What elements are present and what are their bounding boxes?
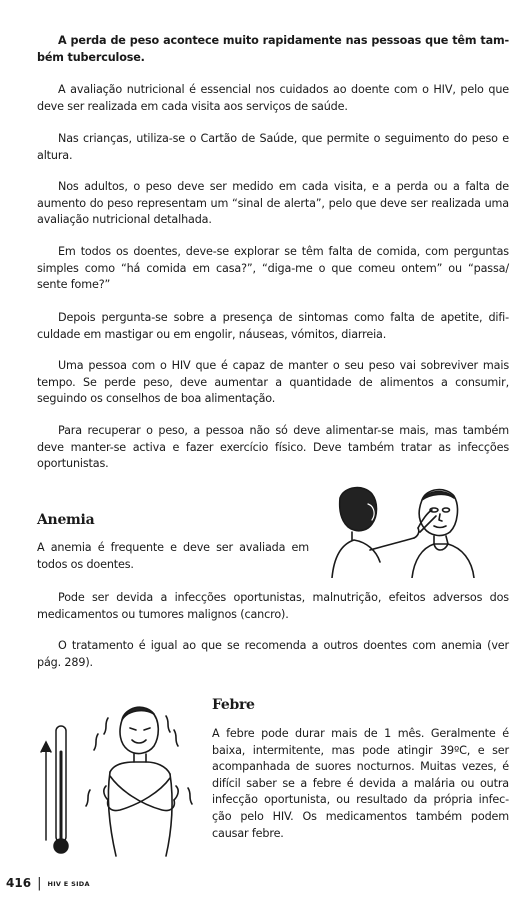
paragraph-food-questions: Em todos os doentes, deve-se explorar se têm falta de comida, com perguntas simples como “há comida em casa?”, “diga-me o que comeu ontem” ou “passa/ sente fome?” [37, 245, 509, 292]
paragraph-symptoms: Depois pergunta-se sobre a presença de sintomas como falta de apetite, difi-culdade em mastigar ou em engolir, náuseas, vómitos, diarreia. [37, 311, 509, 341]
paragraph-maintain-weight: Uma pessoa com o HIV que é capaz de manter o seu peso vai sobreviver mais tempo. Se perde peso, deve aumentar a quantidade de alimentos a consumir, seguindo os conselhos de boa alimentação. [37, 359, 509, 406]
footer-book-title: HIV E SIDA [47, 880, 90, 888]
footer-separator: | [37, 876, 42, 891]
paragraph-nutritional-assessment: A avaliação nutricional é essencial nos cuidados ao doente com o HIV, pelo que deve ser realizada em cada visita aos serviços de saúde. [37, 83, 509, 113]
paragraph-anemia-treatment: O tratamento é igual ao que se recomenda a outros doentes com anemia (ver pág. 289). [37, 639, 509, 669]
heading-anemia: Anemia [37, 512, 95, 528]
eye-exam-illustration-icon [322, 480, 502, 578]
paragraph-anemia-intro: A anemia é frequente e deve ser avaliada em todos os doentes. [37, 541, 309, 571]
heading-febre: Febre [212, 697, 255, 713]
paragraph-febre: A febre pode durar mais de 1 mês. Geralmente é baixa, intermitente, mas pode atingir 39ºC, e ser acompanhada de suores nocturnos. Muitas vezes, é difícil saber se a febre é devida a malária ou outra infecção oportunista, ou resultado da própria infec-ção pelo HIV. Os medicamentos também podem causar febre. [212, 727, 509, 840]
paragraph-anemia-causes: Pode ser devida a infecções oportunistas, malnutrição, efeitos adversos dos medicamentos ou tumores malignos (cancro). [37, 591, 509, 621]
paragraph-children-health-card: Nas crianças, utiliza-se o Cartão de Saúde, que permite o seguimento do peso e altura. [37, 132, 509, 162]
thermometer-icon [38, 722, 74, 862]
paragraph-weight-loss-tb: A perda de peso acontece muito rapidamente nas pessoas que têm tam-bém tuberculose. [37, 34, 509, 64]
paragraph-recover-weight: Para recuperar o peso, a pessoa não só deve alimentar-se mais, mas também deve manter-se activa e fazer exercício físico. Deve também tratar as infecções oportunistas. [37, 424, 509, 471]
page-number: 416 [6, 876, 32, 890]
paragraph-adults-weight: Nos adultos, o peso deve ser medido em cada visita, e a perda ou a falta de aumento do peso representam um “sinal de alerta”, pelo que deve ser realizada uma avaliação nutricional detalhada. [37, 180, 509, 227]
page-footer [6, 876, 90, 891]
shivering-person-icon [80, 700, 200, 860]
